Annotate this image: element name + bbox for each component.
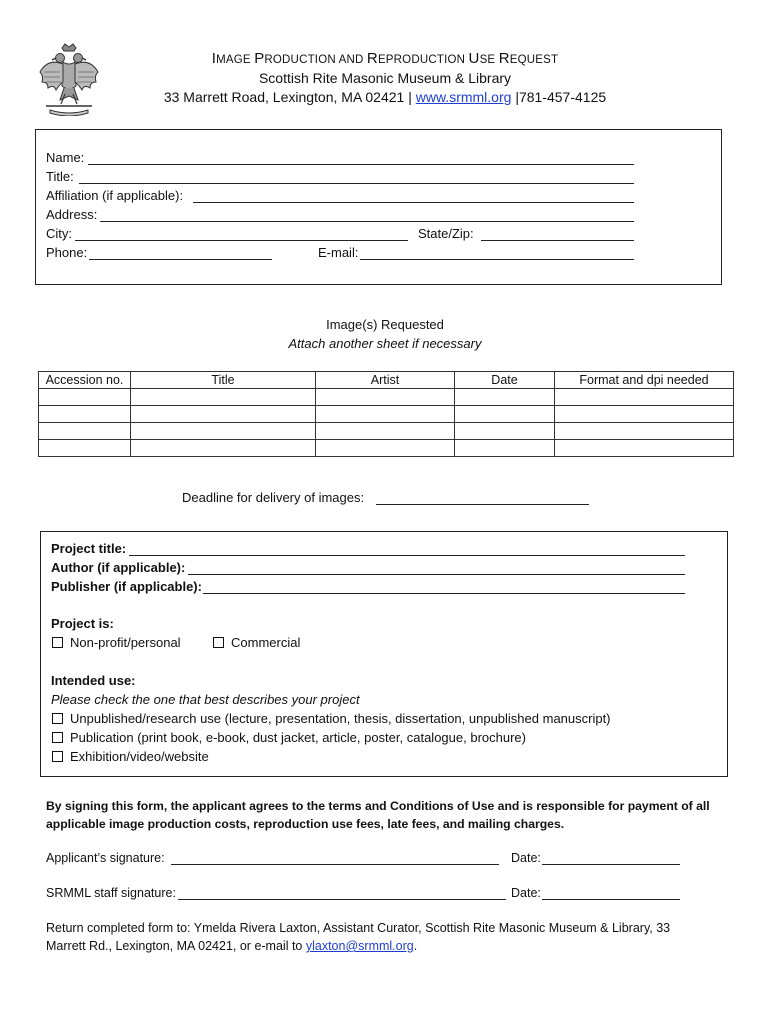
table-cell[interactable] (39, 406, 131, 423)
table-cell[interactable] (131, 440, 316, 457)
organization-name: Scottish Rite Masonic Museum & Library (258, 70, 512, 86)
address: 33 Marrett Road, Lexington, MA 02421 | (163, 89, 412, 105)
intended-use-label: Intended use: (51, 673, 136, 688)
use-unpublished-option[interactable] (52, 711, 611, 726)
return-text-line2 (46, 939, 417, 953)
table-cell[interactable] (455, 423, 555, 440)
staff-date-field[interactable] (542, 899, 680, 900)
table-row (39, 440, 734, 457)
staff-date-label: Date: (511, 886, 541, 900)
name-label: Name: (46, 150, 85, 165)
applicant-signature-label: Applicant’s signature: (46, 851, 165, 865)
organization-contact (0, 89, 770, 105)
statezip-label: State/Zip: (418, 226, 474, 241)
column-header: Accession no. (39, 372, 131, 389)
form-title (0, 50, 770, 67)
images-table (38, 371, 734, 457)
commercial-label: Commercial (231, 635, 301, 650)
return-text-line1: Return completed form to: Ymelda Rivera Laxton, Assistant Curator, Scottish Rite Masonic Museum & Library, 33 (46, 921, 671, 935)
applicant-date-label: Date: (511, 851, 541, 865)
staff-signature-label: SRMML staff signature: (46, 886, 176, 900)
table-cell[interactable] (39, 423, 131, 440)
commercial-checkbox[interactable] (213, 637, 224, 648)
title-field[interactable] (79, 183, 634, 184)
project-is-label: Project is: (51, 616, 114, 631)
phone-field[interactable] (89, 259, 272, 260)
city-label: City: (46, 226, 72, 241)
deadline-label: Deadline for delivery of images: (182, 490, 365, 505)
title-initial: R (366, 50, 378, 67)
table-cell[interactable] (131, 423, 316, 440)
title-word-rest: MAGE (216, 54, 255, 66)
table-cell[interactable] (455, 389, 555, 406)
author-field[interactable] (188, 574, 685, 575)
address-label: Address: (46, 207, 98, 222)
nonprofit-option[interactable] (52, 635, 181, 650)
agreement-text-line1: By signing this form, the applicant agrees to the terms and Conditions of Use and is responsible for payment of all (46, 799, 710, 813)
return-period: . (413, 939, 418, 953)
affiliation-label: Affiliation (if applicable): (46, 188, 184, 203)
table-cell[interactable] (555, 440, 734, 457)
contact-box (35, 129, 722, 285)
title-word-rest: EQUEST (509, 54, 559, 66)
return-address: Marrett Rd., Lexington, MA 02421, or e-mail to (46, 939, 303, 953)
title-word-rest: SE (479, 54, 499, 66)
agreement-text-line2: applicable image production costs, reproduction use fees, late fees, and mailing charges. (46, 817, 565, 831)
publication-checkbox[interactable] (52, 732, 63, 743)
table-row (39, 389, 734, 406)
email-field[interactable] (360, 259, 634, 260)
table-cell[interactable] (555, 389, 734, 406)
column-header: Date (455, 372, 555, 389)
table-cell[interactable] (39, 389, 131, 406)
column-header: Artist (316, 372, 455, 389)
table-cell[interactable] (39, 440, 131, 457)
table-cell[interactable] (555, 423, 734, 440)
table-row (39, 406, 734, 423)
city-field[interactable] (75, 240, 408, 241)
column-header: Format and dpi needed (555, 372, 734, 389)
publisher-label: Publisher (if applicable): (51, 579, 202, 594)
title-label: Title: (46, 169, 74, 184)
table-cell[interactable] (316, 389, 455, 406)
title-word-rest: EPRODUCTION (377, 54, 469, 66)
title-initial: P (254, 50, 265, 67)
table-cell[interactable] (131, 389, 316, 406)
table-cell[interactable] (316, 406, 455, 423)
title-initial: U (468, 50, 480, 67)
exhibition-label: Exhibition/video/website (70, 749, 209, 764)
nonprofit-checkbox[interactable] (52, 637, 63, 648)
use-publication-option[interactable] (52, 730, 526, 745)
table-cell[interactable] (555, 406, 734, 423)
project-title-field[interactable] (129, 555, 685, 556)
table-row (39, 423, 734, 440)
project-title-label: Project title: (51, 541, 127, 556)
use-exhibition-option[interactable] (52, 749, 209, 764)
table-cell[interactable] (316, 423, 455, 440)
affiliation-field[interactable] (193, 202, 634, 203)
email-label: E-mail: (318, 245, 359, 260)
column-header: Title (131, 372, 316, 389)
author-label: Author (if applicable): (51, 560, 186, 575)
table-cell[interactable] (455, 440, 555, 457)
statezip-field[interactable] (481, 240, 634, 241)
title-initial: R (498, 50, 510, 67)
applicant-date-field[interactable] (542, 864, 680, 865)
unpublished-checkbox[interactable] (52, 713, 63, 724)
unpublished-label: Unpublished/research use (lecture, presentation, thesis, dissertation, unpublished manuscript) (70, 711, 611, 726)
deadline-field[interactable] (376, 504, 589, 505)
title-initial: I (211, 50, 217, 67)
images-subheading: Attach another sheet if necessary (288, 336, 482, 351)
staff-signature-field[interactable] (178, 899, 506, 900)
table-header-row (39, 372, 734, 389)
publisher-field[interactable] (203, 593, 685, 594)
title-word-rest: RODUCTION AND (264, 54, 367, 66)
nonprofit-label: Non-profit/personal (70, 635, 181, 650)
publication-label: Publication (print book, e-book, dust jacket, article, poster, catalogue, brochure) (70, 730, 526, 745)
images-heading: Image(s) Requested (326, 317, 444, 332)
table-cell[interactable] (455, 406, 555, 423)
name-field[interactable] (88, 164, 634, 165)
commercial-option[interactable] (213, 635, 300, 650)
website-link[interactable]: www.srmml.org (415, 89, 512, 105)
table-cell[interactable] (316, 440, 455, 457)
address-field[interactable] (100, 221, 634, 222)
intended-use-hint: Please check the one that best describes your project (51, 692, 360, 707)
phone-label: Phone: (46, 245, 88, 260)
table-cell[interactable] (131, 406, 316, 423)
exhibition-checkbox[interactable] (52, 751, 63, 762)
phone: |781-457-4125 (515, 89, 607, 105)
applicant-signature-field[interactable] (171, 864, 499, 865)
return-email-link[interactable]: ylaxton@srmml.org (305, 939, 414, 953)
